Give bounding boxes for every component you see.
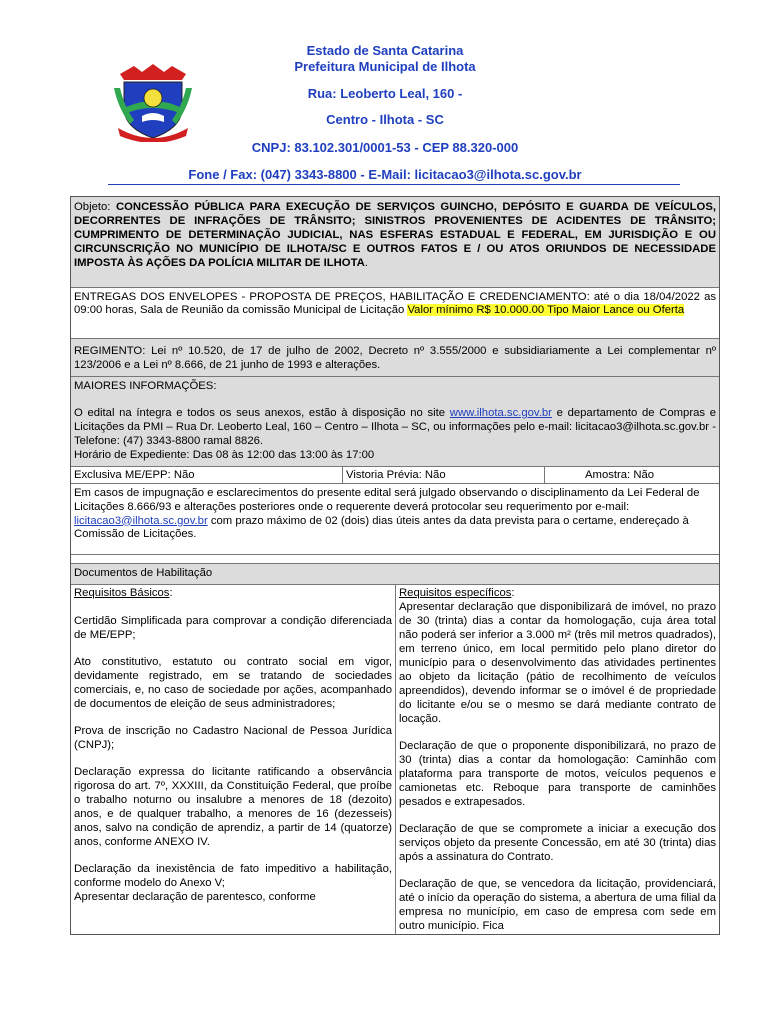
contact-line: Fone / Fax: (047) 3343-8800 - E-Mail: licitacao3@ilhota.sc.gov.br [188, 167, 582, 182]
exclusive-flag: Exclusiva ME/EPP: Não [71, 467, 343, 483]
basic-item: Declaração da inexistência de fato impeditivo a habilitação, conforme modelo do Anexo V; [74, 863, 392, 890]
basic-item: Apresentar declaração de parentesco, conforme [74, 891, 316, 904]
basic-item: Declaração expressa do licitante ratificando a observância rigorosa do art. 7º, XXXIII, da Constituição Federal, que proíbe o trabalho noturno ou insalubre a menores de 18 (dezoito) anos, e de qualquer trabalho, a menores de 16 (dezesseis) anos, salvo na condição de aprendiz, a partir de 14 (quatorze) anos, conforme ANEXO IV. [74, 766, 392, 849]
district-address: Centro - Ilhota - SC [326, 112, 444, 127]
impugnation-text-end: com prazo máximo de 02 (dois) dias úteis antes da data prevista para o certame, endereçado à Comissão de Licitações. [74, 514, 689, 541]
delivery-text: ENTREGAS DOS ENVELOPES - PROPOSTA DE PREÇOS, HABILITAÇÃO E CREDENCIAMENTO: até o dia 18/04/2022 as 09:00 horas, Sala de Reunião da comissão Municipal de Licitação [74, 290, 716, 317]
impugnation-section [71, 484, 719, 556]
basic-title: Requisitos Básicos [74, 587, 170, 600]
prefecture-name: Prefeitura Municipal de Ilhota [294, 59, 476, 74]
info-text-start: O edital na íntegra e todos os seus anexos, estão à disposição no site [74, 407, 450, 420]
info-text-end: e departamento de Compras e Licitações da PMI – Rua Dr. Leoberto Leal, 160 – Centro – Ilhota – SC, ou informações pelo e-mail: licitacao3@ilhota.sc.gov.br - Telefone: (47) 3343-8800 ramal 8826. [74, 407, 716, 447]
flags-row [71, 467, 719, 484]
specific-item: Apresentar declaração que disponibilizará de imóvel, no prazo de 30 (trinta) dias a contar da homologação, cuja área total não poderá ser inferior a 3.000 m² (três mil metros quadrados), em terreno único, em local permitido pelo plano diretor do município para o desenvolvimento das atividades pertinentes ao objeto da licitação (pátio de recolhimento de veículos apreendidos), devendo informar se o imóvel é de propriedade do licitante e/ou se o mesmo se dará mediante contrato de locação. [399, 601, 716, 726]
regimento-text: REGIMENTO: Lei nº 10.520, de 17 de julho de 2002, Decreto nº 3.555/2000 e subsidiariamente a Lei complementar nº 123/2006 e a Lei nº 8.666, de 21 junho de 1993 e alterações. [74, 345, 716, 372]
email-link[interactable]: licitacao3@ilhota.sc.gov.br [74, 514, 208, 527]
basic-item: Prova de inscrição no Cadastro Nacional de Pessoa Jurídica (CNPJ); [74, 725, 392, 752]
basic-requirements: Requisitos Básicos: Certidão Simplificada para comprovar a condição diferenciada de ME/EPP; Ato constitutivo, estatuto ou contrato social em vigor, devidamente registrado, em se tratando de sociedades comerciais, e, no caso de sociedade por ações, acompanhado de documentos de eleição de seus administradores; Prova de inscrição no Cadastro Nacional de Pessoa Jurídica (CNPJ); Declaração expressa do licitante ratificando a observância rigorosa do art. 7º, XXXIII, da Constituição Federal, que proíbe o trabalho noturno ou insalubre a menores de 18 (dezoito) anos, e de qualquer trabalho, a menores de 16 (dezesseis) anos, salvo na condição de aprendiz, a partir de 14 (quatorze) anos, conforme ANEXO IV. Declaração da inexistência de fato impeditivo a habilitação, conforme modelo do Anexo V; Apresentar declaração de parentesco, conforme [74, 587, 392, 904]
sample-flag: Amostra: Não [585, 468, 655, 481]
office-hours: Horário de Expediente: Das 08 às 12:00 das 13:00 às 17:00 [74, 448, 375, 461]
header-divider [108, 184, 680, 185]
specific-requirements: Requisitos específicos: Apresentar declaração que disponibilizará de imóvel, no prazo de 30 (trinta) dias a contar da homologação, cuja área total não poderá ser inferior a 3.000 m² (três mil metros quadrados), em terreno único, em local permitido pelo plano diretor do município para o desenvolvimento das atividades pertinentes ao objeto da licitação (pátio de recolhimento de veículos apreendidos), devendo informar se o imóvel é de propriedade do licitante e/ou se o mesmo se dará mediante contrato de locação. Declaração de que o proponente disponibilizará, no prazo de 30 (trinta) dias a contar da homologação: Caminhão com plataforma para transporte de motos, veículos pequenos e camionetas etc. Reboque para transporte de caminhões pesados e extrapesados. Declaração de que se compromete a iniciar a execução dos serviços objeto da presente Concessão, em até 30 (trinta) dias após a assinatura do Contrato. Declaração de que, se vencedora da licitação, providenciará, até o início da operação do sistema, a abertura de uma filial da empresa no município, em caso de empresa com sede em outro município. Fica [395, 585, 719, 934]
documents-title [71, 564, 719, 585]
street-address: Rua: Leoberto Leal, 160 - [307, 86, 463, 101]
basic-item: Ato constitutivo, estatuto ou contrato social em vigor, devidamente registrado, em se tratando de sociedades comerciais, e, no caso de sociedade por ações, acompanhado de documentos de eleição de seus administradores; [74, 656, 392, 711]
impugnation-text-start: Em casos de impugnação e esclarecimentos do presente edital será julgado observando o disciplinamento da Lei Federal de Licitações 8.666/93 e alterações posteriores onde o requerente deverá protocolar seu requerimento por e-mail: [74, 486, 700, 513]
letterhead [0, 0, 770, 190]
object-text: CONCESSÃO PÚBLICA PARA EXECUÇÃO DE SERVIÇOS GUINCHO, DEPÓSITO E GUARDA DE VEÍCULOS, DECORRENTES DE INFRAÇÕES DE TRÂNSITO; SINISTROS PROVENIENTES DE ACIDENTES DE TRÂNSITO; CUMPRIMENTO DE DETERMINAÇÃO JUDICIAL, NAS ESFERAS ESTADUAL E FEDERAL, EM JURISDIÇÃO E OU CIRCUNSCRIÇÃO NO MUNICÍPIO DE ILHOTA/SC E OUTROS FATOS E / OU ATOS ORIUNDOS DE NECESSIDADE IMPOSTA ÀS AÇÕES DA POLÍCIA MILITAR DE ILHOTA [74, 201, 717, 269]
requirements-columns [71, 585, 719, 934]
documents-title-text: Documentos de Habilitação [74, 567, 213, 580]
notice-table [70, 196, 720, 935]
regimento-section [71, 339, 719, 377]
spacer-row [71, 555, 719, 564]
specific-title: Requisitos específicos [399, 587, 512, 600]
specific-item: Declaração de que, se vencedora da licitação, providenciará, até o início da operação do sistema, a abertura de uma filial da empresa no município, em caso de empresa com sede em outro município. Fica [399, 878, 716, 933]
state-name: Estado de Santa Catarina [306, 43, 464, 58]
website-link[interactable]: www.ilhota.sc.gov.br [449, 407, 552, 420]
visit-flag: Vistoria Prévia: Não [343, 467, 545, 483]
specific-item: Declaração de que o proponente disponibilizará, no prazo de 30 (trinta) dias a contar da homologação: Caminhão com plataforma para transporte de motos, veículos pequenos e camionetas etc. Reboque para transporte de caminhões pesados e extrapesados. [399, 740, 716, 809]
minimum-value-highlight: Valor mínimo R$ 10.000.00 Tipo Maior Lance ou Oferta [407, 304, 685, 317]
object-end: . [364, 256, 368, 269]
object-section [71, 197, 719, 288]
info-section [71, 377, 719, 467]
specific-item: Declaração de que se compromete a iniciar a execução dos serviços objeto da presente Concessão, em até 30 (trinta) dias após a assinatura do Contrato. [399, 823, 716, 864]
basic-item: Certidão Simplificada para comprovar a condição diferenciada de ME/EPP; [74, 615, 392, 642]
cnpj-line: CNPJ: 83.102.301/0001-53 - CEP 88.320-000 [251, 140, 519, 155]
object-label: Objeto: [74, 201, 116, 213]
info-title: MAIORES INFORMAÇÕES: [74, 380, 217, 393]
delivery-section [71, 288, 719, 340]
